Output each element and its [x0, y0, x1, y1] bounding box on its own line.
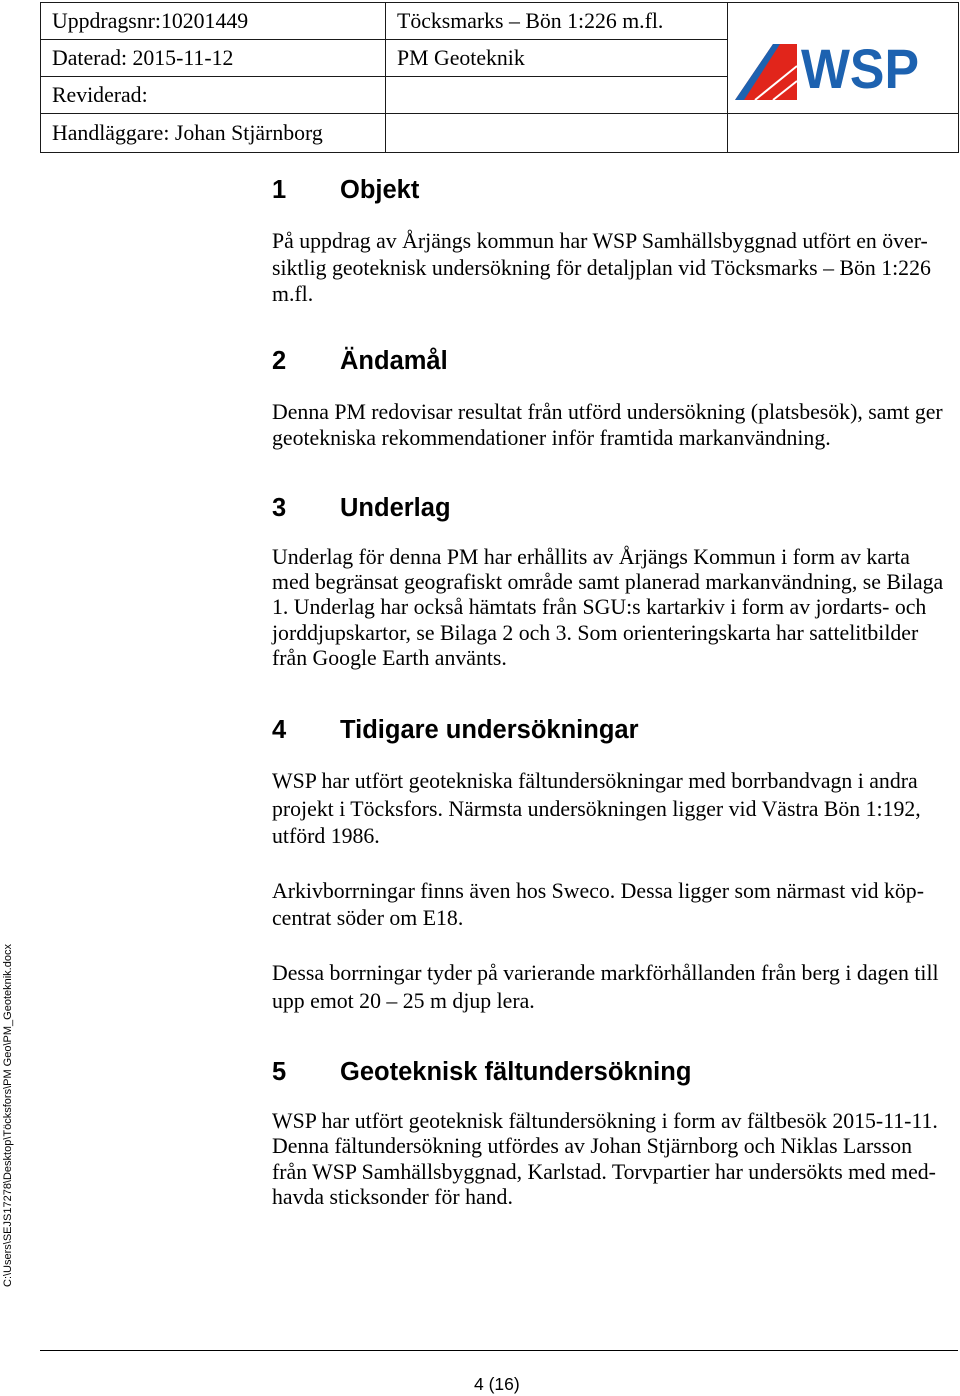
paragraph	[272, 878, 924, 932]
section-heading	[272, 715, 892, 745]
section-title: Objekt	[340, 176, 420, 204]
section-number: 4	[272, 716, 287, 744]
text-line: med begränsat geografiskt område samt planerad markanvändning, se Bilaga	[272, 570, 944, 595]
text-line: upp emot 20 – 25 m djup lera.	[272, 989, 535, 1013]
text-line: WSP har utfört geoteknisk fältundersökning i form av fältbesök 2015-11-11.	[272, 1109, 938, 1133]
section-heading	[272, 1057, 892, 1087]
text-line: WSP har utfört geotekniska fältundersökningar med borrbandvagn i andra	[272, 769, 918, 793]
project-number: Uppdragsnr:10201449	[41, 3, 386, 40]
text-line: m.fl.	[272, 282, 314, 306]
section-title: Ändamål	[340, 347, 448, 375]
paragraph	[272, 959, 939, 1015]
date-field: Daterad: 2015-11-12	[41, 40, 386, 77]
text-line: från WSP Samhällsbyggnad, Karlstad. Torvpartier har undersökts med med-	[272, 1159, 936, 1184]
text-line: På uppdrag av Årjängs kommun har WSP Samhällsbyggnad utfört en över-	[272, 229, 928, 253]
paragraph	[272, 768, 921, 851]
section-title: Tidigare undersökningar	[340, 716, 639, 744]
document-header-table	[40, 2, 959, 153]
paragraph	[272, 399, 943, 451]
section-heading	[272, 493, 892, 523]
document-type: PM Geoteknik	[386, 40, 728, 77]
section-number: 1	[272, 176, 287, 204]
page-number: 4 (16)	[474, 1374, 520, 1394]
logo-wordmark: WSP	[801, 42, 919, 100]
text-line: Arkivborrningar finns även hos Sweco. Dessa ligger som närmast vid köp-	[272, 879, 924, 903]
paragraph	[272, 1109, 938, 1210]
header-empty-cell	[386, 114, 728, 153]
text-line: havda sticksonder för hand.	[272, 1184, 513, 1209]
text-line: Underlag för denna PM har erhållits av Årjängs Kommun i form av karta	[272, 545, 910, 569]
handler-field: Handläggare: Johan Stjärnborg	[41, 114, 386, 153]
text-line: geotekniska rekommendationer inför framtida markanvändning.	[272, 426, 831, 450]
text-line: från Google Earth använts.	[272, 645, 507, 670]
text-line: utförd 1986.	[272, 824, 380, 848]
header-empty-cell	[386, 77, 728, 114]
section-number: 2	[272, 347, 287, 375]
section-heading	[272, 175, 892, 205]
paragraph	[272, 228, 931, 308]
section-title: Geoteknisk fältundersökning	[340, 1058, 692, 1086]
wsp-logo	[733, 42, 923, 102]
text-line: Denna fältundersökning utfördes av Johan Stjärnborg och Niklas Larsson	[272, 1134, 913, 1159]
project-name: Töcksmarks – Bön 1:226 m.fl.	[386, 3, 728, 40]
section-heading	[272, 346, 892, 376]
text-line: projekt i Töcksfors. Närmsta undersökningen ligger vid Västra Bön 1:192,	[272, 796, 921, 821]
text-line: jorddjupskartor, se Bilaga 2 och 3. Som orienteringskarta har sattelitbilder	[272, 620, 919, 645]
section-number: 5	[272, 1058, 287, 1086]
section-title: Underlag	[340, 494, 451, 522]
file-path: C:\Users\SEJS17278\Desktop\Töcksfors\PM Geo\PM_Geoteknik.docx	[2, 944, 14, 1287]
logo-cell	[728, 3, 959, 114]
paragraph	[272, 545, 943, 671]
section-number: 3	[272, 494, 287, 522]
text-line: Dessa borrningar tyder på varierande markförhållanden från berg i dagen till	[272, 961, 939, 985]
header-empty-cell	[728, 114, 959, 153]
text-line: centrat söder om E18.	[272, 906, 464, 930]
text-line: Denna PM redovisar resultat från utförd undersökning (platsbesök), samt ger	[272, 400, 943, 424]
footer-rule	[40, 1350, 958, 1351]
text-line: siktlig geoteknisk undersökning för detaljplan vid Töcksmarks – Bön 1:226	[272, 255, 931, 280]
revised-field: Reviderad:	[41, 77, 386, 114]
text-line: 1. Underlag har också hämtats från SGU:s kartarkiv i form av jordarts- och	[272, 595, 927, 620]
